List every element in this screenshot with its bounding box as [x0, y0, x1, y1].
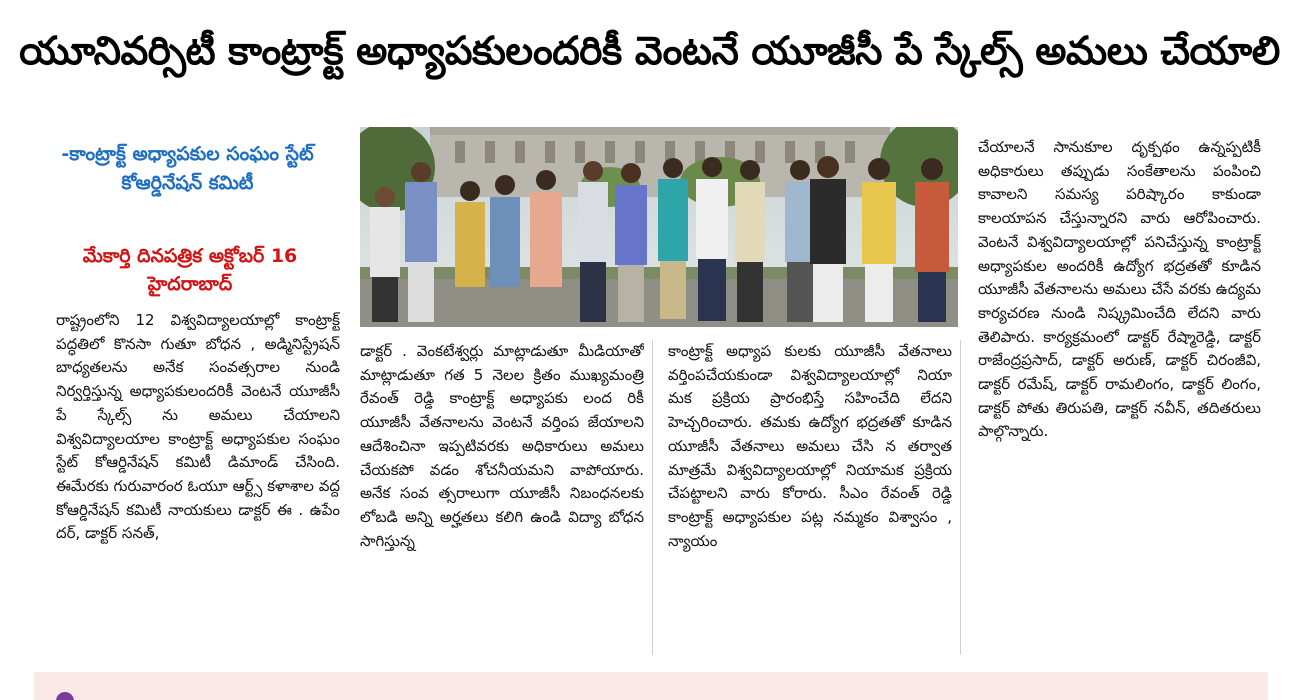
- article-column-4: చేయాలనే సానుకూల దృక్పథం ఉన్నప్పటికీ అధికారులు తప్పుడు సంకేతాలను పంపించి కావాలని సమస్య పరిష్కారం కాకుండా కాలయాపన చేస్తున్నారని వారు ఆరోపించారు. వెంటనే విశ్వవిద్యాలయాల్లో పనిచేస్తున్న కాంట్రాక్ట్ అధ్యాపకుల అందరికీ ఉద్యోగ భద్రతతో కూడిన యూజీసీ వేతనాలను అమలు చేసే వరకు ఉద్యమ కార్యచరణ నుండి నిష్క్రమించేది లేదని వారు తెలిపారు. కార్యక్రమంలో డాక్టర్ రేష్మారెడ్డి, డాక్టర్ రాజేంద్రప్రసాద్, డాక్టర్ అరుణ్, డాక్టర్ చిరంజీవి, డాక్టర్ రమేష్, డాక్టర్ రామలింగం, డాక్టర్ లింగం, డాక్టర్ పోతు తిరుపతి, డాక్టర్ నవీన్, తదితరులు పాల్గొన్నారు.: [978, 138, 1261, 441]
- article-column-2: డాక్టర్ . వెంకటేశ్వర్లు మాట్లాడుతూ మీడియాతో మాట్లాడుతూ గత 5 నెలల క్రితం ముఖ్యమంత్రి రేవంత్ రెడ్డి కాంట్రాక్ట్ అధ్యాపకు లంద రికీ యూజీసీ వేతనాలను వెంటనే వర్తింప జేయాలని ఆదేశించినా ఇప్పటివరకు అధికారులు అమలు చేయకపో వడం శోచనీయమని వాపోయారు. అనేక సంవ త్సరాలుగా యూజీసీ నిబంధనలకు లోబడి అన్ని అర్హతలు కలిగి ఉండి విద్యా బోధన సాగిస్తున్న: [360, 342, 644, 550]
- dateline: మేకార్తి దినపత్రిక అక్టోబర్ 16 హైదరాబాద్: [82, 245, 298, 295]
- circle-icon: [56, 692, 74, 700]
- group-protest-photo-icon: [360, 127, 958, 327]
- column-divider: [960, 340, 961, 655]
- bottom-band: [34, 672, 1268, 700]
- column-divider: [652, 340, 653, 655]
- article-column-1: రాష్ట్రంలోని 12 విశ్వవిద్యాలయాల్లో కాంట్రాక్ట్ పద్ధతిలో కొనసా గుతూ బోధన , అడ్మినిస్ట్రేషన్ బాధ్యతలను అనేక సంవత్సరాల నుండి నిర్వర్తిస్తున్న అధ్యాపకులందరికీ వెంటనే యూజీసీ పే స్కేల్స్ ను అమలు చేయాలని విశ్వవిద్యాలయాల కాంట్రాక్ట్ అధ్యాపకుల సంఘం స్టేట్ కోఆర్డినేషన్ కమిటీ డిమాండ్ చేసింది. ఈమేరకు గురువారంర ఓయూ ఆర్ట్స్ కళాశాల వద్ద కోఆర్డినేషన్ కమిటీ నాయకులు డాక్టర్ ఈ . ఉపేం దర్, డాక్టర్ సనత్,: [56, 311, 340, 543]
- byline: -కాంట్రాక్ట్ అధ్యాపకుల సంఘం స్టేట్ కోఆర్డినేషన్ కమిటీ: [61, 143, 314, 194]
- article-column-3: కాంట్రాక్ట్ అధ్యాప కులకు యూజీసీ వేతనాలు వర్తింపచేయకుండా విశ్వవిద్యాలయాల్లో నియా మక ప్రక్రియ ప్రారంభిస్తే సహించేది లేదని హెచ్చరించారు. తమకు ఉద్యోగ భద్రతతో కూడిన యూజీసీ వేతనాలు అమలు చేసి న తర్వాత మాత్రమే విశ్వవిద్యాలయాల్లో నియామక ప్రక్రియ చేపట్టాలని వారు కోరారు. సీఎం రేవంత్ రెడ్డి కాంట్రాక్ట్ అధ్యాపకుల పట్ల నమ్మకం విశ్వాసం , న్యాయం: [668, 342, 952, 550]
- news-photo: [360, 127, 958, 327]
- headline: యూనివర్సిటీ కాంట్రాక్ట్ అధ్యాపకులందరికీ వెంటనే యూజీసీ పే స్కేల్స్ అమలు చేయాలి: [19, 29, 1280, 74]
